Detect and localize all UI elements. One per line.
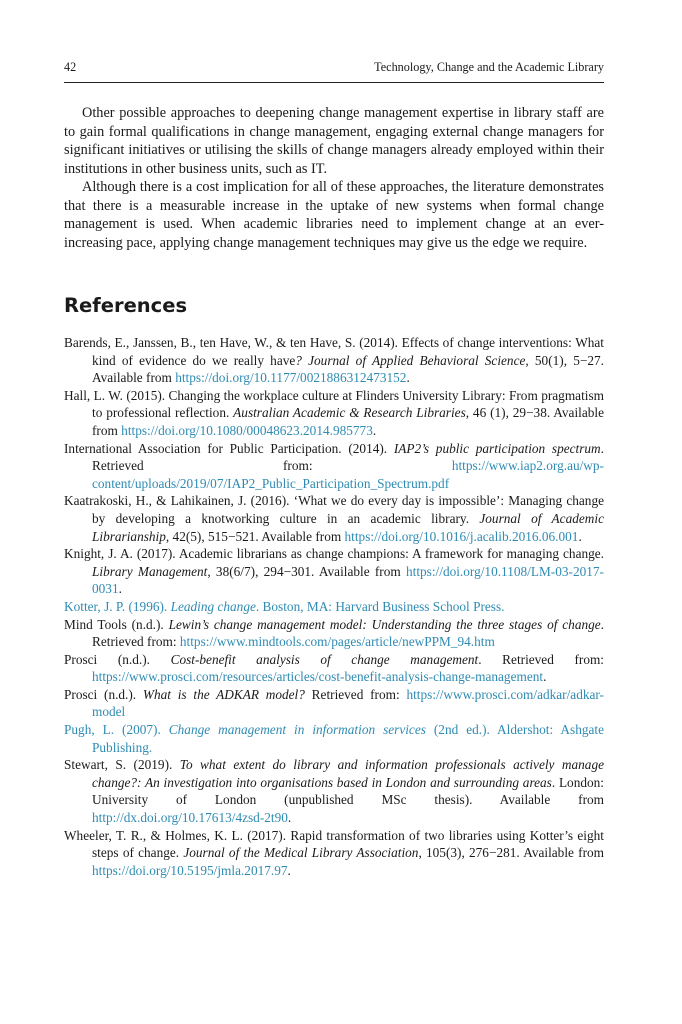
reference-text: . London: University of London (unpublished MSc thesis). Available from — [92, 774, 604, 808]
paragraph: Other possible approaches to deepening change management expertise in library staff are to gain formal qualifications in change management, engaging external change managers for significant initiatives or utilising the skills of change managers already employed within their institutions in other business units, such as IT. — [64, 105, 604, 177]
reference-title: What is the ADKAR model? — [142, 686, 305, 702]
reference-text: . — [578, 528, 582, 544]
reference-text: . — [543, 669, 547, 685]
reference-link[interactable]: https://doi.org/10.1177/0021886312473152 — [175, 370, 407, 386]
reference-link[interactable]: https://www.mindtools.com/pages/article/newPPM_94.htm — [179, 634, 495, 650]
reference-title: Change management in information services — [168, 722, 426, 738]
reference-title: Journal of the Medical Library Association — [183, 845, 419, 861]
reference-title: Lewin’s change management model: Understanding the three stages of change — [168, 616, 601, 632]
reference-text: . — [287, 810, 292, 826]
reference-list — [64, 334, 604, 879]
reference-title: ? Journal of Applied Behavioral Science — [295, 352, 526, 368]
reference-link[interactable]: https://www.iap2.org.au/wp-content/uploads/2019/07/IAP2_Public_Participation_Spectrum.pdf — [92, 458, 604, 491]
reference-text: , 46 (1), 29−38. Available from — [92, 405, 604, 438]
reference-text: Knight, J. A. (2017). Academic librarians as change champions: A framework for managing change. — [64, 546, 604, 562]
reference-link[interactable]: https://doi.org/10.1080/00048623.2014.985773 — [121, 422, 373, 438]
reference-title: Leading change — [170, 598, 256, 614]
reference-text: Wheeler, T. R., & Holmes, K. L. (2017). Rapid transformation of two libraries using Kotter’s eight steps of change. — [64, 827, 604, 861]
reference-entry — [64, 827, 604, 880]
reference-link[interactable]: https://www.prosci.com/resources/articles/cost-benefit-analysis-change-management — [92, 669, 544, 685]
running-title: Technology, Change and the Academic Library — [374, 60, 604, 74]
reference-text: . — [406, 370, 410, 386]
reference-title: Cost-benefit analysis of change management — [170, 651, 479, 667]
reference-text: Barends, E., Janssen, B., ten Have, W., & ten Have, S. (2014). Effects of change interventions: What kind of evidence do we really have — [64, 335, 604, 368]
reference-entry[interactable] — [64, 598, 604, 616]
reference-text: . Retrieved from: — [92, 440, 604, 474]
reference-text: , 50(1), 5−27. Available from — [92, 352, 604, 386]
running-header — [64, 60, 604, 83]
reference-entry — [64, 387, 604, 440]
book-page — [64, 60, 604, 879]
reference-text: , 38(6/7), 294−301. Available from — [207, 563, 406, 579]
reference-link[interactable]: http://dx.doi.org/10.17613/4zsd-2t90 — [92, 810, 288, 826]
paragraph: Although there is a cost implication for all of these approaches, the literature demonstrates that there is a measurable increase in the uptake of new systems when formal change management is used. When academic libraries need to implement change at an ever-increasing pace, applying change management techniques may give us the edge we require. — [64, 179, 604, 251]
reference-entry — [64, 616, 604, 651]
reference-text: Prosci (n.d.). — [64, 686, 143, 702]
reference-entry — [64, 686, 604, 721]
reference-link[interactable]: https://doi.org/10.1108/LM-03-2017-0031 — [92, 563, 604, 597]
reference-text: Prosci (n.d.). — [64, 651, 171, 667]
reference-text: Hall, L. W. (2015). Changing the workplace culture at Flinders University Library: From pragmatism to professional reflection. — [64, 387, 604, 421]
reference-text: , 105(3), 276−281. Available from — [418, 845, 604, 861]
reference-text: , 42(5), 515−521. Available from — [165, 528, 345, 544]
reference-entry — [64, 756, 604, 826]
reference-title: Journal of Academic Librarianship — [92, 510, 604, 544]
reference-entry — [64, 651, 604, 686]
reference-link[interactable]: https://doi.org/10.1016/j.acalib.2016.06.001 — [344, 528, 579, 544]
reference-link[interactable]: https://doi.org/10.5195/jmla.2017.97 — [92, 862, 288, 878]
reference-text: . Boston, MA: Harvard Business School Press. — [255, 598, 505, 614]
reference-text: . — [287, 862, 291, 878]
reference-title: Australian Academic & Research Libraries — [233, 405, 466, 421]
reference-link[interactable]: https://www.prosci.com/adkar/adkar-model — [92, 686, 604, 720]
reference-text: . — [118, 581, 122, 597]
reference-text: (2nd ed.). Aldershot: Ashgate Publishing. — [92, 722, 604, 755]
reference-text: Kotter, J. P. (1996). — [64, 598, 171, 614]
reference-text: . Retrieved from: — [92, 616, 604, 650]
reference-text: International Association for Public Participation. (2014). — [64, 440, 394, 456]
reference-entry — [64, 545, 604, 598]
reference-text: . Retrieved from: — [478, 651, 604, 667]
body-text — [64, 104, 604, 252]
reference-entry — [64, 440, 604, 493]
reference-title: IAP2’s public participation spectrum — [393, 440, 601, 456]
reference-text: Stewart, S. (2019). — [64, 757, 180, 773]
reference-text: Retrieved from: — [304, 686, 407, 702]
reference-text: Mind Tools (n.d.). — [64, 616, 169, 632]
references-heading: References — [64, 294, 188, 317]
reference-text: . — [372, 422, 377, 438]
page-number: 42 — [64, 60, 77, 74]
reference-entry — [64, 334, 604, 387]
reference-entry — [64, 492, 604, 545]
reference-text: Pugh, L. (2007). — [64, 722, 169, 738]
reference-title: To what extent do library and information professionals actively manage change?: An investigation into organisations based in London and surrounding areas — [92, 757, 604, 790]
reference-title: Library Management — [92, 563, 208, 579]
reference-entry[interactable] — [64, 721, 604, 756]
reference-text: Kaatrakoski, H., & Lahikainen, J. (2016). ‘What we do every day is impossible’: Managing change by developing a knotworking culture in an academic library. — [64, 493, 604, 526]
